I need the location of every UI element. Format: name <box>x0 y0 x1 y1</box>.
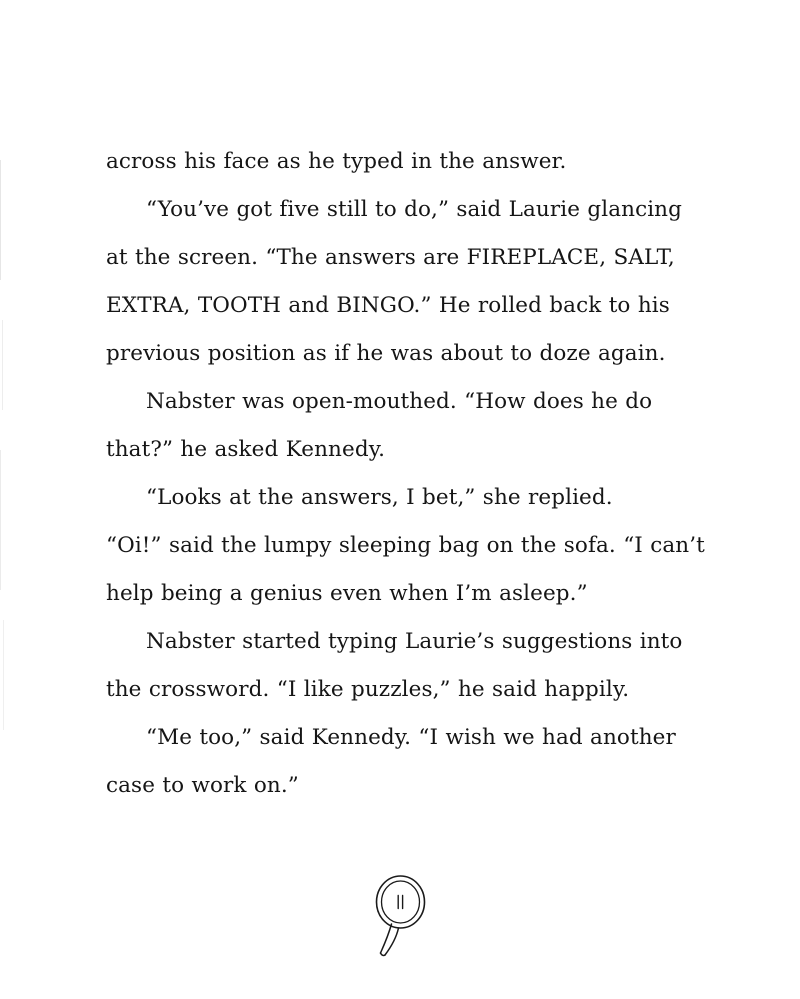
paragraph: “Looks at the answers, I bet,” she replied. <box>146 485 613 510</box>
paragraph: “You’ve got five still to do,” said Laurie glancing at the screen. “The answers are FIREPLACE, SALT, EXTRA, TOOTH and BINGO.” He rolled back to his previous position as if he was about to doze again. <box>106 197 682 366</box>
paragraph: “Oi!” said the lumpy sleeping bag on the sofa. “I can’t help being a genius even when I’m asleep.” <box>106 533 705 606</box>
scan-edge-artifacts <box>0 150 6 800</box>
magnifying-glass-icon <box>365 871 435 961</box>
section-ornament <box>0 866 800 966</box>
paragraph: across his face as he typed in the answer. <box>106 149 567 174</box>
paragraph: Nabster started typing Laurie’s suggestions into the crossword. “I like puzzles,” he said happily. <box>106 629 683 702</box>
paragraph: “Me too,” said Kennedy. “I wish we had another case to work on.” <box>106 725 676 798</box>
paragraph: Nabster was open-mouthed. “How does he do that?” he asked Kennedy. <box>106 389 653 462</box>
body-text <box>106 138 706 810</box>
